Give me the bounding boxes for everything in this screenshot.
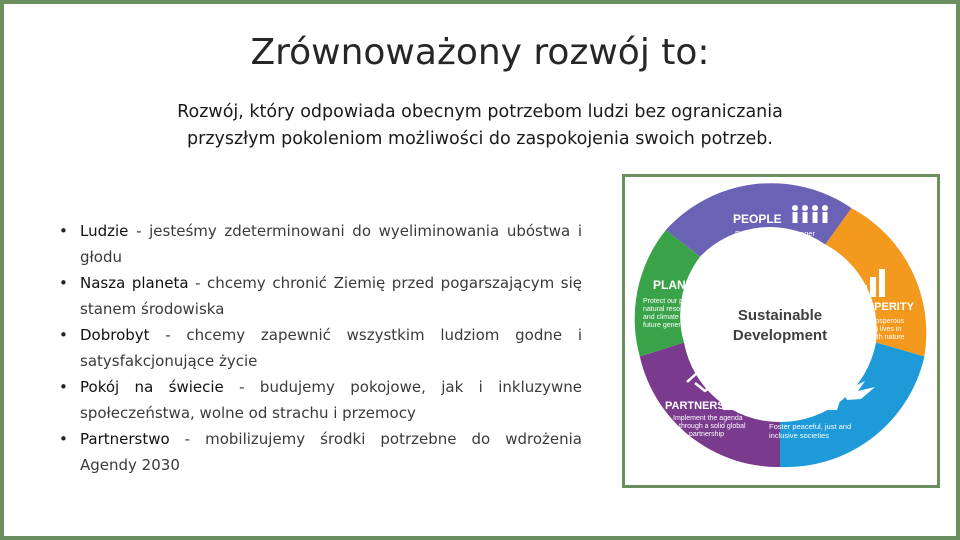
prosperity-desc-2: and fulfilling lives in [841,326,902,333]
slide-title: Zrównoważony rozwój to: [250,32,710,73]
planet-desc-4: future generations [643,322,700,329]
bullet-keyword: Ludzie [80,222,129,240]
planet-desc-2: natural resources [643,306,698,313]
bullet-planet [56,270,582,322]
people-desc-2: in all forms and ensure [735,238,811,247]
bullet-people [56,218,582,270]
bullet-keyword: Pokój na świecie [80,378,224,396]
sdg-diagram-frame [622,174,940,488]
partnership-desc-2: through a solid global [679,423,746,430]
people-desc-1: End poverty and hunger [735,229,816,238]
prosperity-desc-1: Ensure prosperous [845,318,905,325]
planet-desc-3: and climate for [643,314,689,321]
sdg-wheel-diagram [625,177,937,485]
bullet-keyword: Nasza planeta [80,274,189,292]
peace-desc-2: inclusive societies [769,431,830,440]
bullet-text: - chcemy zapewnić wszystkim ludziom godne i satysfakcjonujące życie [80,326,582,370]
bullet-peace [56,374,582,426]
partnership-desc-3: partnership [689,431,725,438]
prosperity-title: PROSPERITY [843,301,914,313]
center-label-line-1: Sustainable [737,307,823,324]
slide-subtitle [94,99,866,153]
bullet-text: - budujemy pokojowe, jak i inkluzywne społeczeństwa, wolne od strachu i przemocy [80,378,583,422]
bullet-text: - mobilizujemy środki potrzebne do wdrożenia Agendy 2030 [80,430,582,474]
partnership-desc-1: Implement the agenda [673,415,743,422]
planet-title: PLANET [653,278,701,292]
bullet-list [56,218,582,478]
people-title: PEOPLE [733,212,782,226]
subtitle-line-1: Rozwój, który odpowiada obecnym potrzebom ludzi bez ograniczania [177,102,783,122]
peace-title: PEACE [765,406,807,420]
bullet-partnership [56,426,582,478]
subtitle-line-2: przyszłym pokoleniom możliwości do zaspokojenia swoich potrzeb. [187,129,773,149]
bullet-keyword: Dobrobyt [80,326,150,344]
prosperity-desc-3: harmony with nature [841,334,905,341]
bullet-text: - chcemy chronić Ziemię przed pogarszającym się stanem środowiska [80,274,582,318]
people-desc-3: dignity and equality [735,247,800,256]
bullet-text: - jesteśmy zdeterminowani do wyeliminowania ubóstwa i głodu [80,222,582,266]
partnership-title: PARTNERSHIP [665,400,744,412]
planet-desc-1: Protect our planet's [643,298,704,305]
bullet-keyword: Partnerstwo [80,430,170,448]
bullet-prosperity [56,322,582,374]
peace-desc-1: Foster peaceful, just and [769,422,852,431]
center-label-line-2: Development [732,327,828,344]
